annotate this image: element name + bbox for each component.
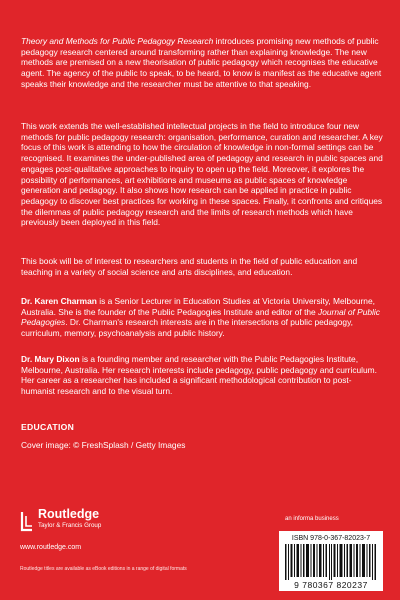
cover-credit: Cover image: © FreshSplash / Getty Images — [21, 440, 186, 450]
audience-text: This book will be of interest to researchers and students in the field of public education and teaching in a variety of social science and arts disciplines, and education. — [21, 256, 358, 277]
publisher-name: Routledge — [38, 507, 100, 521]
author-name-dixon: Dr. Mary Dixon — [21, 354, 80, 364]
bio-text: is a Senior Lecturer in Education Studies at Victoria University, Melbourne, Australia. She is the founder of the Public Pedagogies Institute and editor of the — [21, 296, 375, 317]
barcode-icon — [285, 544, 377, 580]
barcode-number: 9 780367 820237 — [294, 580, 368, 590]
intro-paragraph — [21, 36, 383, 90]
author-bio-charman — [21, 296, 383, 339]
author-name-charman: Dr. Karen Charman — [21, 296, 97, 306]
bio-text: . Dr. Charman's research interests are in the intersections of public pedagogy, curriculum, memory, psychoanalysis and public history. — [21, 317, 353, 339]
publisher-subtitle: Taylor & Francis Group — [38, 522, 102, 529]
book-title: Theory and Methods for Public Pedagogy Research — [21, 36, 214, 46]
description-text: This work extends the well-established intellectual projects in the field to introduce four new methods for public pedagogy research: organisation, performance, curation and researcher. A key focus of this work is attending to how the circulation of knowledge in non-formal settings can be recognised. It examines the under-published area of pedagogy and research in public spaces and engages post-qualitative approaches to inquiry to open up the field. Moreover, it explores the possibility of performances, art exhibitions and museums as public spaces of knowledge generation and pedagogy. It also shows how research can be applied in practice in public pedagogy to discover best practices for working in these spaces. Finally, it confronts and critiques the dilemmas of public pedagogy research and the limits of research methods which have previously been deployed in this field. — [21, 121, 383, 228]
journal-title: Journal of Public Pedagogies — [21, 306, 380, 328]
description-paragraph — [21, 121, 383, 228]
bio-text: is a founding member and researcher with the Public Pedagogies Institute, Melbourne, Australia. Her research interests include pedagogy, public pedagogy and curriculum. Her career as a researcher has included a significant methodological contribution to post-humanist research and to the visual turn. — [21, 354, 377, 397]
intro-text: introduces promising new methods of public pedagogy research centered around transforming rather than explaining knowledge. The new methods are premised on a new theorisation of public pedagogy which recognises the educative agent. The agency of the public to speak, to be heard, to know is manifest as the educative agent speaks their knowledge and the researcher must be attentive to that speaking. — [21, 36, 382, 89]
author-bio-dixon — [21, 354, 383, 397]
isbn-text: ISBN 978-0-367-82023-7 — [291, 535, 371, 542]
ebook-note: Routledge titles are available as eBook editions in a range of digital formats — [20, 566, 187, 572]
informa-label: an informa business — [285, 516, 339, 522]
audience-paragraph — [21, 256, 383, 277]
routledge-logo-icon — [20, 510, 34, 532]
publisher-website[interactable]: www.routledge.com — [20, 544, 82, 551]
barcode-panel — [279, 531, 383, 591]
subject-label: EDUCATION — [21, 422, 75, 432]
